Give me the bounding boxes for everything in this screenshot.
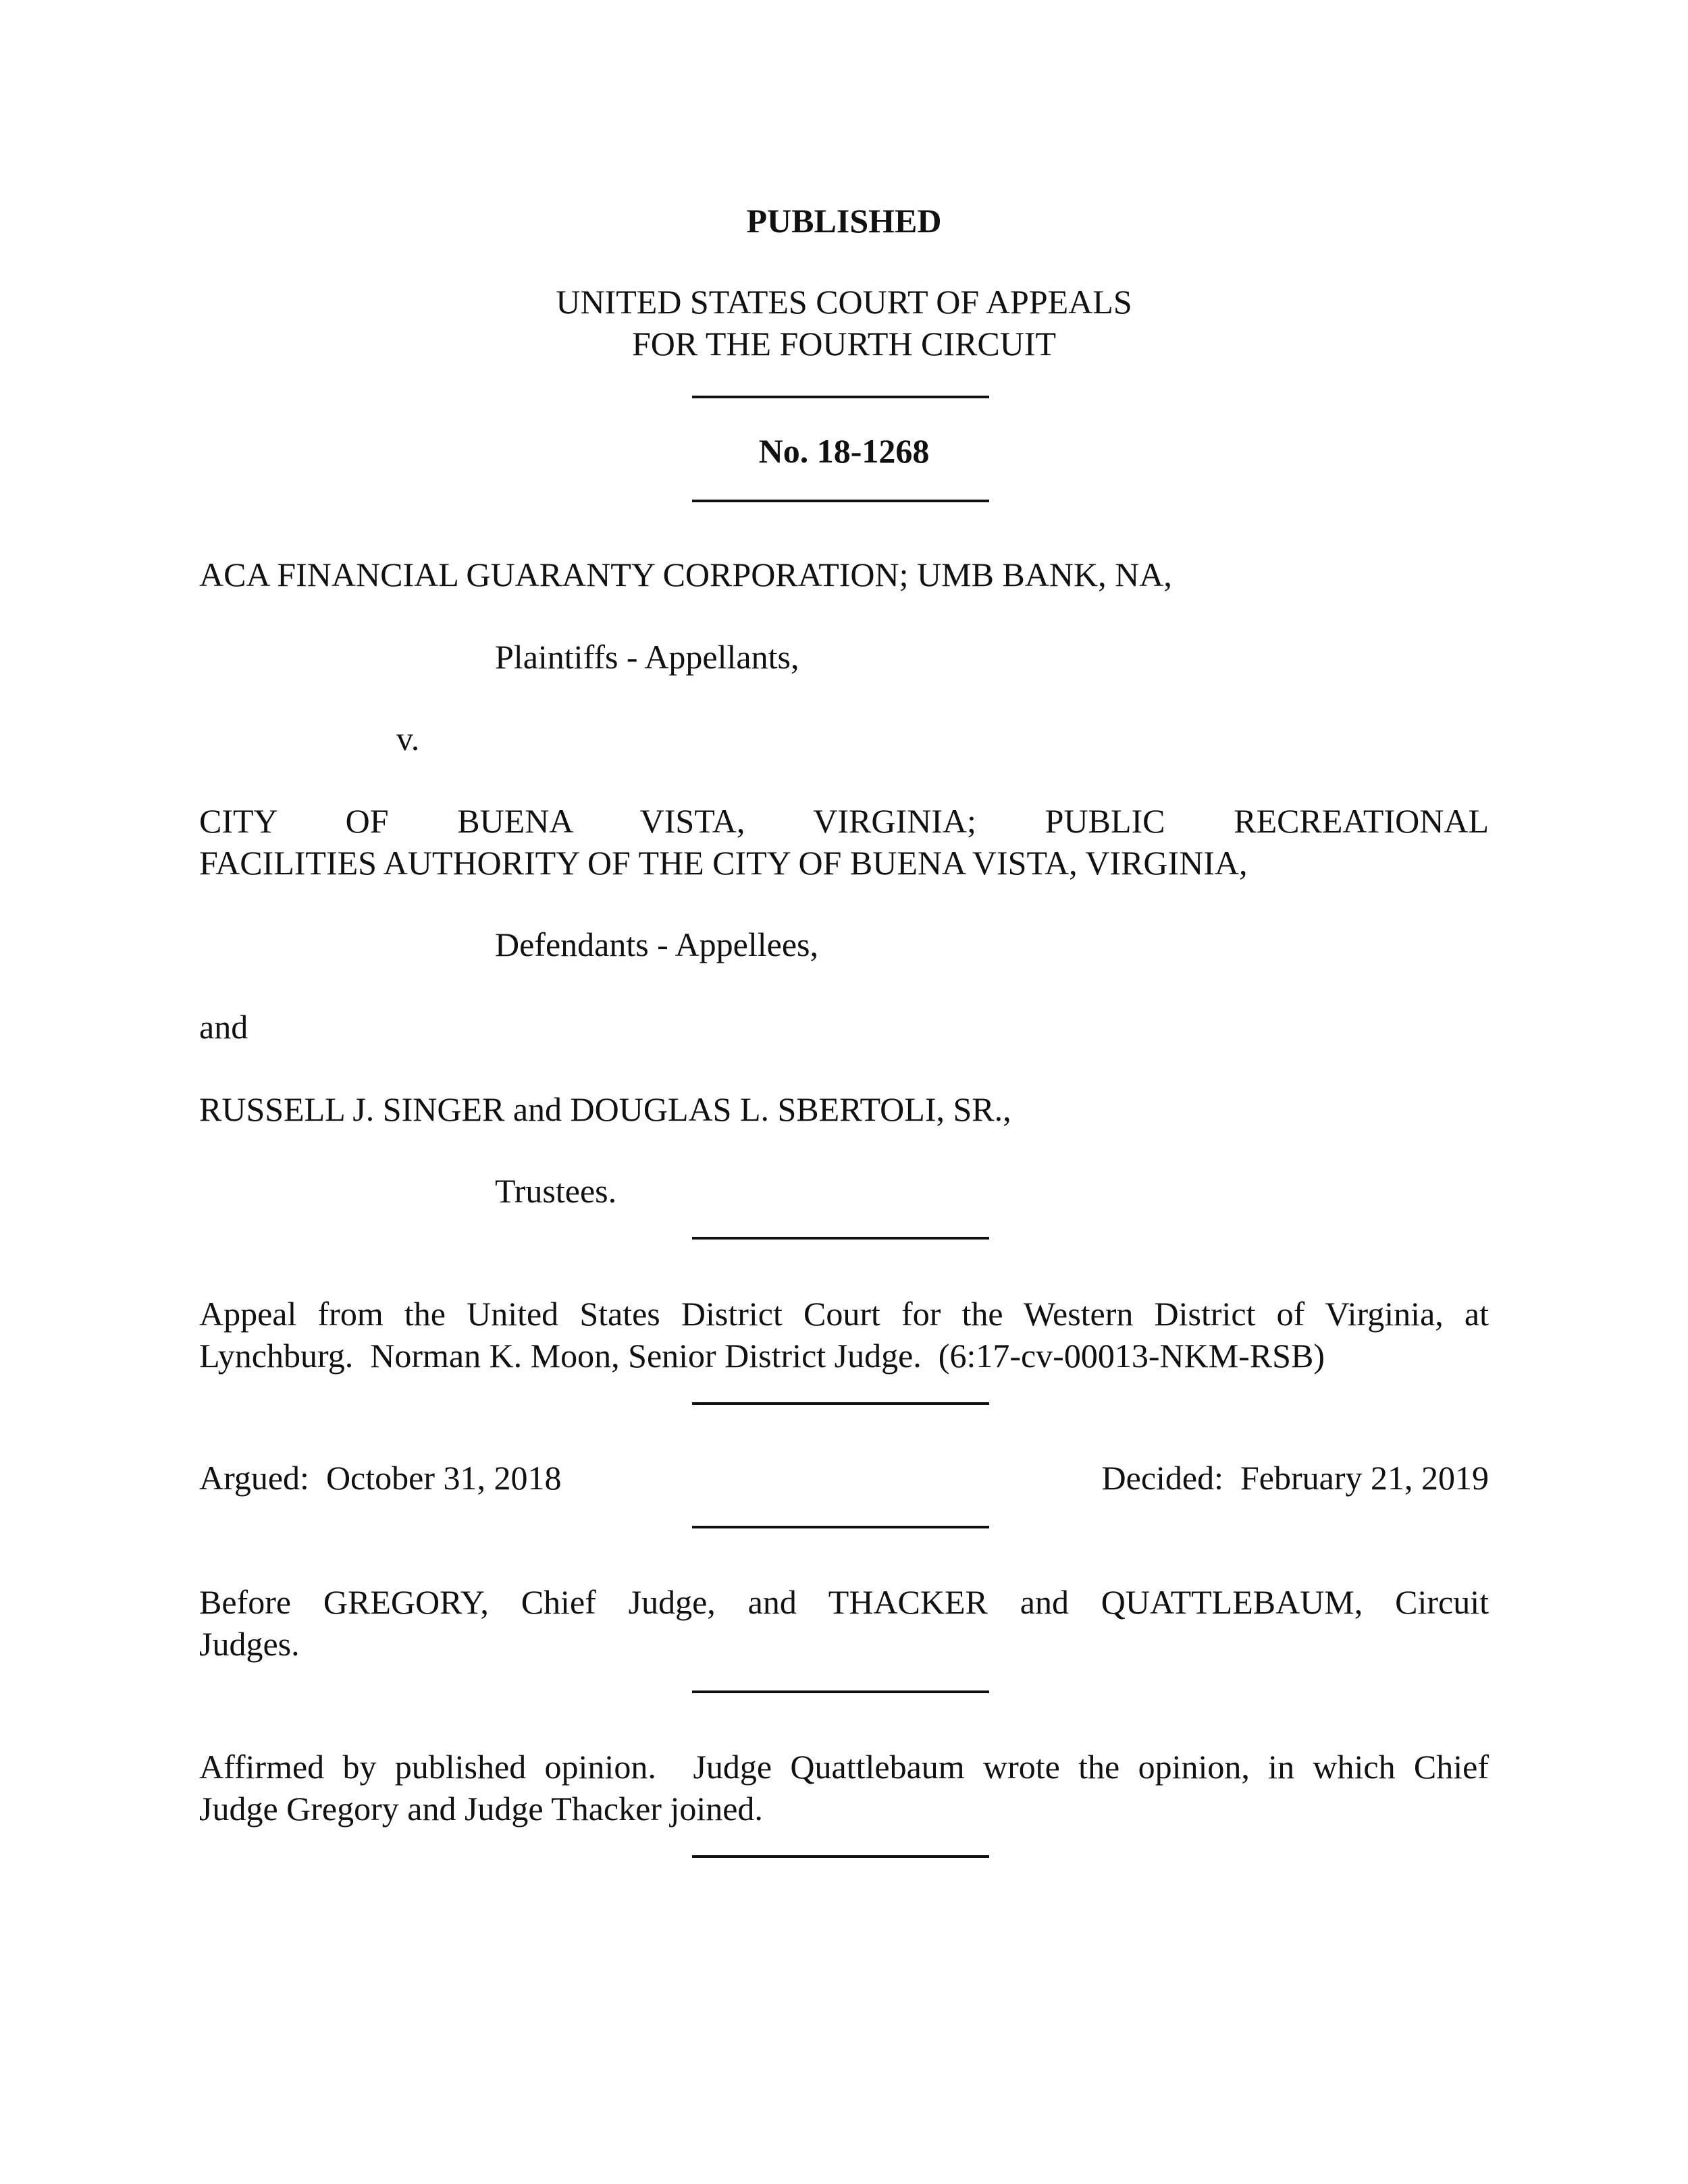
- conjunction-and: and: [199, 1008, 248, 1046]
- decided-date: Decided: February 21, 2019: [1101, 1459, 1489, 1497]
- appeal-line-1: Appeal from the United States District Court for the Western District of Virginia, at: [199, 1295, 1489, 1333]
- argued-date: Argued: October 31, 2018: [199, 1459, 562, 1497]
- case-number: No. 18-1268: [758, 432, 930, 470]
- disposition-line-2: Judge Gregory and Judge Thacker joined.: [199, 1790, 763, 1828]
- panel-line-1: Before GREGORY, Chief Judge, and THACKER and QUATTLEBAUM, Circuit: [199, 1583, 1489, 1621]
- divider-4: [692, 1402, 989, 1405]
- disposition-line-1: Affirmed by published opinion. Judge Quattlebaum wrote the opinion, in which Chief: [199, 1748, 1489, 1786]
- divider-1: [692, 396, 989, 398]
- court-name-line-1: UNITED STATES COURT OF APPEALS: [556, 283, 1132, 321]
- divider-2: [692, 500, 989, 502]
- defendants-line-1: CITY OF BUENA VISTA, VIRGINIA; PUBLIC RECREATIONAL: [199, 802, 1489, 840]
- panel-line-2: Judges.: [199, 1625, 300, 1663]
- plaintiffs-role: Plaintiffs - Appellants,: [495, 638, 799, 676]
- defendants-line-2: FACILITIES AUTHORITY OF THE CITY OF BUENA VISTA, VIRGINIA,: [199, 844, 1248, 882]
- appeal-line-2: Lynchburg. Norman K. Moon, Senior District Judge. (6:17-cv-00013-NKM-RSB): [199, 1337, 1325, 1375]
- divider-7: [692, 1855, 989, 1858]
- defendants-role: Defendants - Appellees,: [495, 926, 819, 963]
- divider-6: [692, 1690, 989, 1693]
- court-name-line-2: FOR THE FOURTH CIRCUIT: [631, 325, 1057, 363]
- publication-status: PUBLISHED: [746, 202, 942, 240]
- plaintiffs-names: ACA FINANCIAL GUARANTY CORPORATION; UMB BANK, NA,: [199, 556, 1172, 593]
- trustees-role: Trustees.: [495, 1172, 617, 1210]
- divider-5: [692, 1526, 989, 1528]
- versus: v.: [396, 720, 420, 757]
- divider-3: [692, 1237, 989, 1240]
- trustees-names: RUSSELL J. SINGER and DOUGLAS L. SBERTOLI, SR.,: [199, 1090, 1011, 1128]
